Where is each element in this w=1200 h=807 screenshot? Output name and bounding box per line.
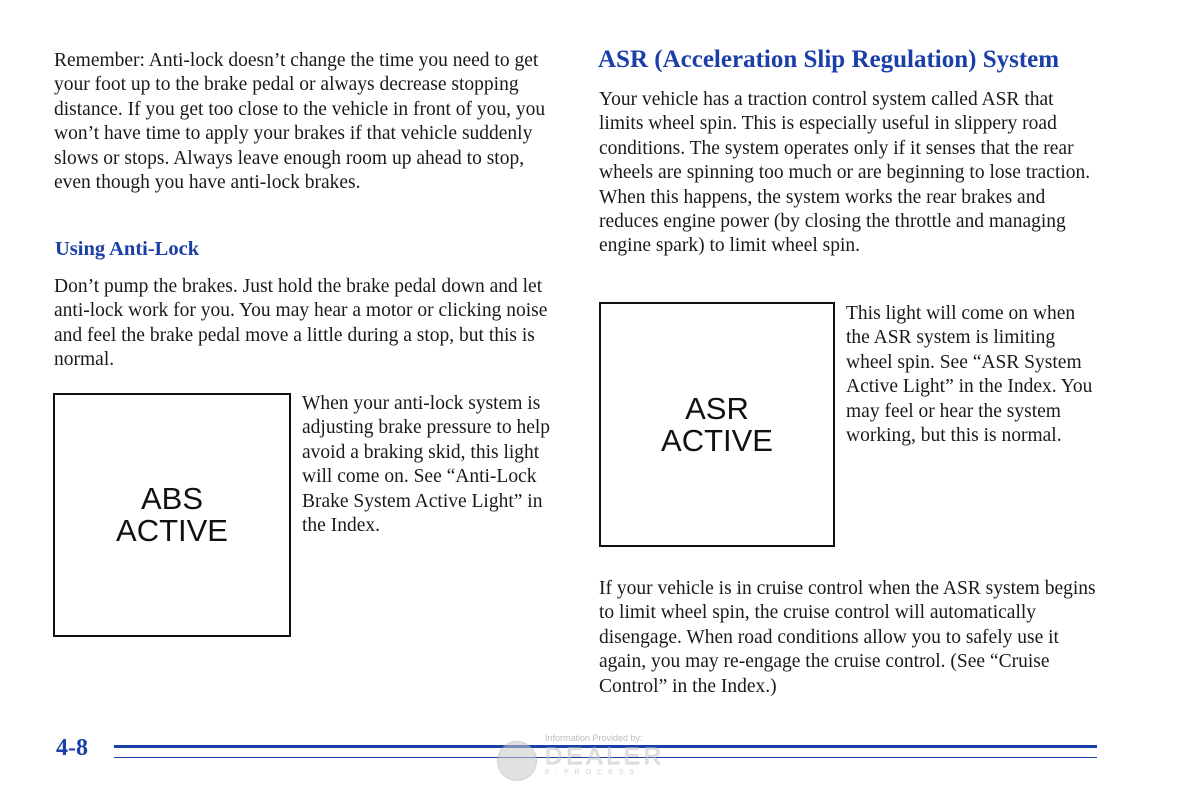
cruise-control-paragraph: If your vehicle is in cruise control when the ASR system begins to limit wheel spin, the cruise control will automatically disengage. When road conditions allow you to safely use it again, you may re-engage the cruise control. (See “Cruise Control” in the Index.) xyxy=(599,578,1096,697)
asr-caption: This light will come on when the ASR system is limiting wheel spin. See “ASR System Active Light” in the Index. You may feel or hear the system working, but this is normal. xyxy=(846,303,1093,447)
remember-paragraph: Remember: Anti-lock doesn’t change the time you need to get your foot up to the brake pedal or always decrease stopping distance. If you get too close to the vehicle in front of you, you won’t have time to apply your brakes if that vehicle suddenly slows or stops. Always leave enough room up ahead to stop, even though you have anti-lock brakes. xyxy=(54,50,546,194)
abs-caption: When your anti-lock system is adjusting brake pressure to help avoid a braking skid, this light will come on. See “Anti-Lock Brake System Active Light” in the Index. xyxy=(302,393,551,537)
asr-active-indicator xyxy=(599,302,835,547)
using-anti-lock-paragraph: Don’t pump the brakes. Just hold the brake pedal down and let anti-lock work for you. You may hear a motor or clicking noise and feel the brake pedal move a little during a stop, but this is normal. xyxy=(54,276,548,371)
watermark-provided-text: Information Provided by: xyxy=(545,733,643,743)
dealer-watermark xyxy=(497,733,697,783)
asr-active-label: ASR ACTIVE xyxy=(661,390,773,458)
abs-active-label: ABS ACTIVE xyxy=(116,481,228,548)
watermark-subtext: E-PROCESS xyxy=(545,769,641,776)
asr-intro-paragraph: Your vehicle has a traction control system called ASR that limits wheel spin. This is especially useful in slippery road conditions. The system operates only if it senses that the rear wheels are spinning too much or are beginning to lose traction. When this happens, the system works the rear brakes and reduces engine power (by closing the throttle and managing engine spark) to limit wheel spin. xyxy=(599,89,1091,257)
watermark-logo-icon xyxy=(497,741,537,781)
watermark-name: DEALER xyxy=(545,743,666,770)
asr-heading: ASR (Acceleration Slip Regulation) System xyxy=(598,46,1060,73)
page-number: 4-8 xyxy=(56,735,88,761)
using-anti-lock-heading: Using Anti-Lock xyxy=(55,238,200,260)
abs-active-indicator xyxy=(53,393,291,637)
